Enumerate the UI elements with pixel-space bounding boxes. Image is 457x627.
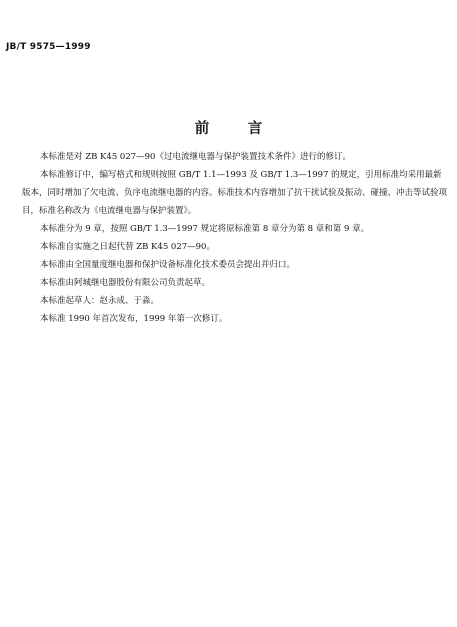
paragraph-history: 本标准 1990 年首次发布，1999 年第一次修订。	[40, 314, 228, 324]
foreword-body	[22, 148, 447, 328]
paragraph-drafted-by: 本标准由阿城继电器股份有限公司负责起草。	[40, 278, 211, 288]
paragraph-revision: 本标准是对 ZB K45 027—90《过电流继电器与保护装置技术条件》进行的修订。	[40, 152, 351, 162]
paragraph-proposed-by: 本标准由全国量度继电器和保护设备标准化技术委员会提出并归口。	[40, 260, 296, 270]
paragraph-drafters: 本标准起草人：赵永成、于淼。	[40, 296, 160, 306]
paragraph-revision-details: 本标准修订中，编写格式和规则按照 GB/T 1.1—1993 及 GB/T 1.3—1997 的规定，引用标准均采用最新版本，同时增加了欠电流、负序电流继电器的内容。标准技术内容增加了抗干扰试验及振动、碰撞、冲击等试验项目，标准名称改为《电流继电器与保护装置》。	[22, 170, 448, 216]
paragraph-chapters: 本标准分为 9 章，按照 GB/T 1.3—1997 规定将原标准第 8 章分为第 8 章和第 9 章。	[40, 224, 370, 234]
page-title: 前 言	[194, 120, 275, 137]
standard-code: JB/T 9575—1999	[6, 42, 91, 52]
paragraph-replaces: 本标准自实施之日起代替 ZB K45 027—90。	[40, 242, 215, 252]
